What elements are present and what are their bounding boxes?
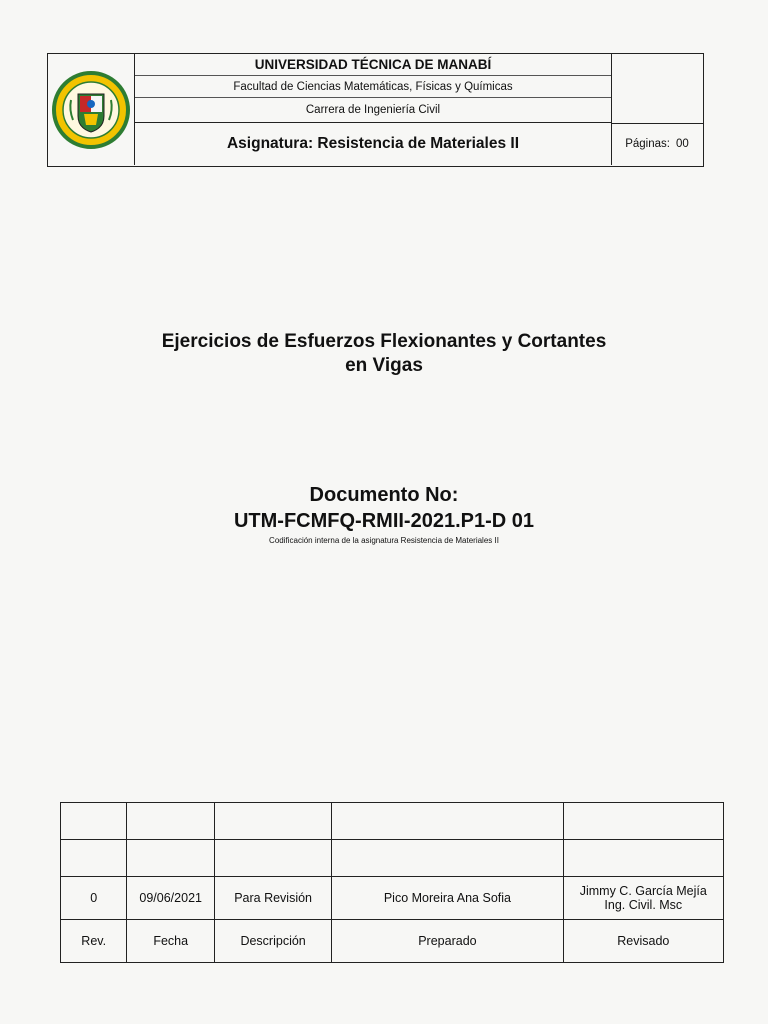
date-cell: 09/06/2021 <box>127 877 215 920</box>
university-name: UNIVERSIDAD TÉCNICA DE MANABÍ <box>135 54 611 76</box>
pages-value: 00 <box>675 138 689 150</box>
table-row <box>61 877 724 920</box>
header-block <box>47 53 704 167</box>
prepared-cell: Pico Moreira Ana Sofia <box>332 877 563 920</box>
reviewed-cell <box>563 877 723 920</box>
document-number-label: Documento No: <box>309 484 459 506</box>
prepared-header: Preparado <box>332 920 563 963</box>
title-line-2: en Vigas <box>345 355 423 376</box>
table-row <box>61 803 724 840</box>
university-seal-logo <box>51 70 131 150</box>
subject-name: Asignatura: Resistencia de Materiales II <box>226 135 520 152</box>
reviewed-name: Jimmy C. García Mejía <box>579 884 707 898</box>
rev-cell: 0 <box>61 877 127 920</box>
career-name: Carrera de Ingeniería Civil <box>135 98 611 123</box>
document-number <box>0 482 768 534</box>
rev-header: Rev. <box>61 920 127 963</box>
title-line-1: Ejercicios de Esfuerzos Flexionantes y Cortantes <box>161 331 607 352</box>
reviewed-title: Ing. Civil. Msc <box>604 898 683 912</box>
document-title <box>0 330 768 378</box>
document-code-note: Codificación interna de la asignatura Resistencia de Materiales II <box>269 536 499 545</box>
faculty-name: Facultad de Ciencias Matemáticas, Físicas y Químicas <box>135 76 611 98</box>
description-cell: Para Revisión <box>215 877 332 920</box>
logo-cell <box>48 54 135 165</box>
document-code: UTM-FCMFQ-RMII-2021.P1-D 01 <box>233 510 535 532</box>
pages-label: Páginas: <box>625 138 670 150</box>
pages-count <box>611 123 703 165</box>
description-header: Descripción <box>215 920 332 963</box>
date-header: Fecha <box>127 920 215 963</box>
reviewed-header: Revisado <box>563 920 723 963</box>
table-header-row <box>61 920 724 963</box>
table-row <box>61 840 724 877</box>
revision-table <box>60 802 724 963</box>
